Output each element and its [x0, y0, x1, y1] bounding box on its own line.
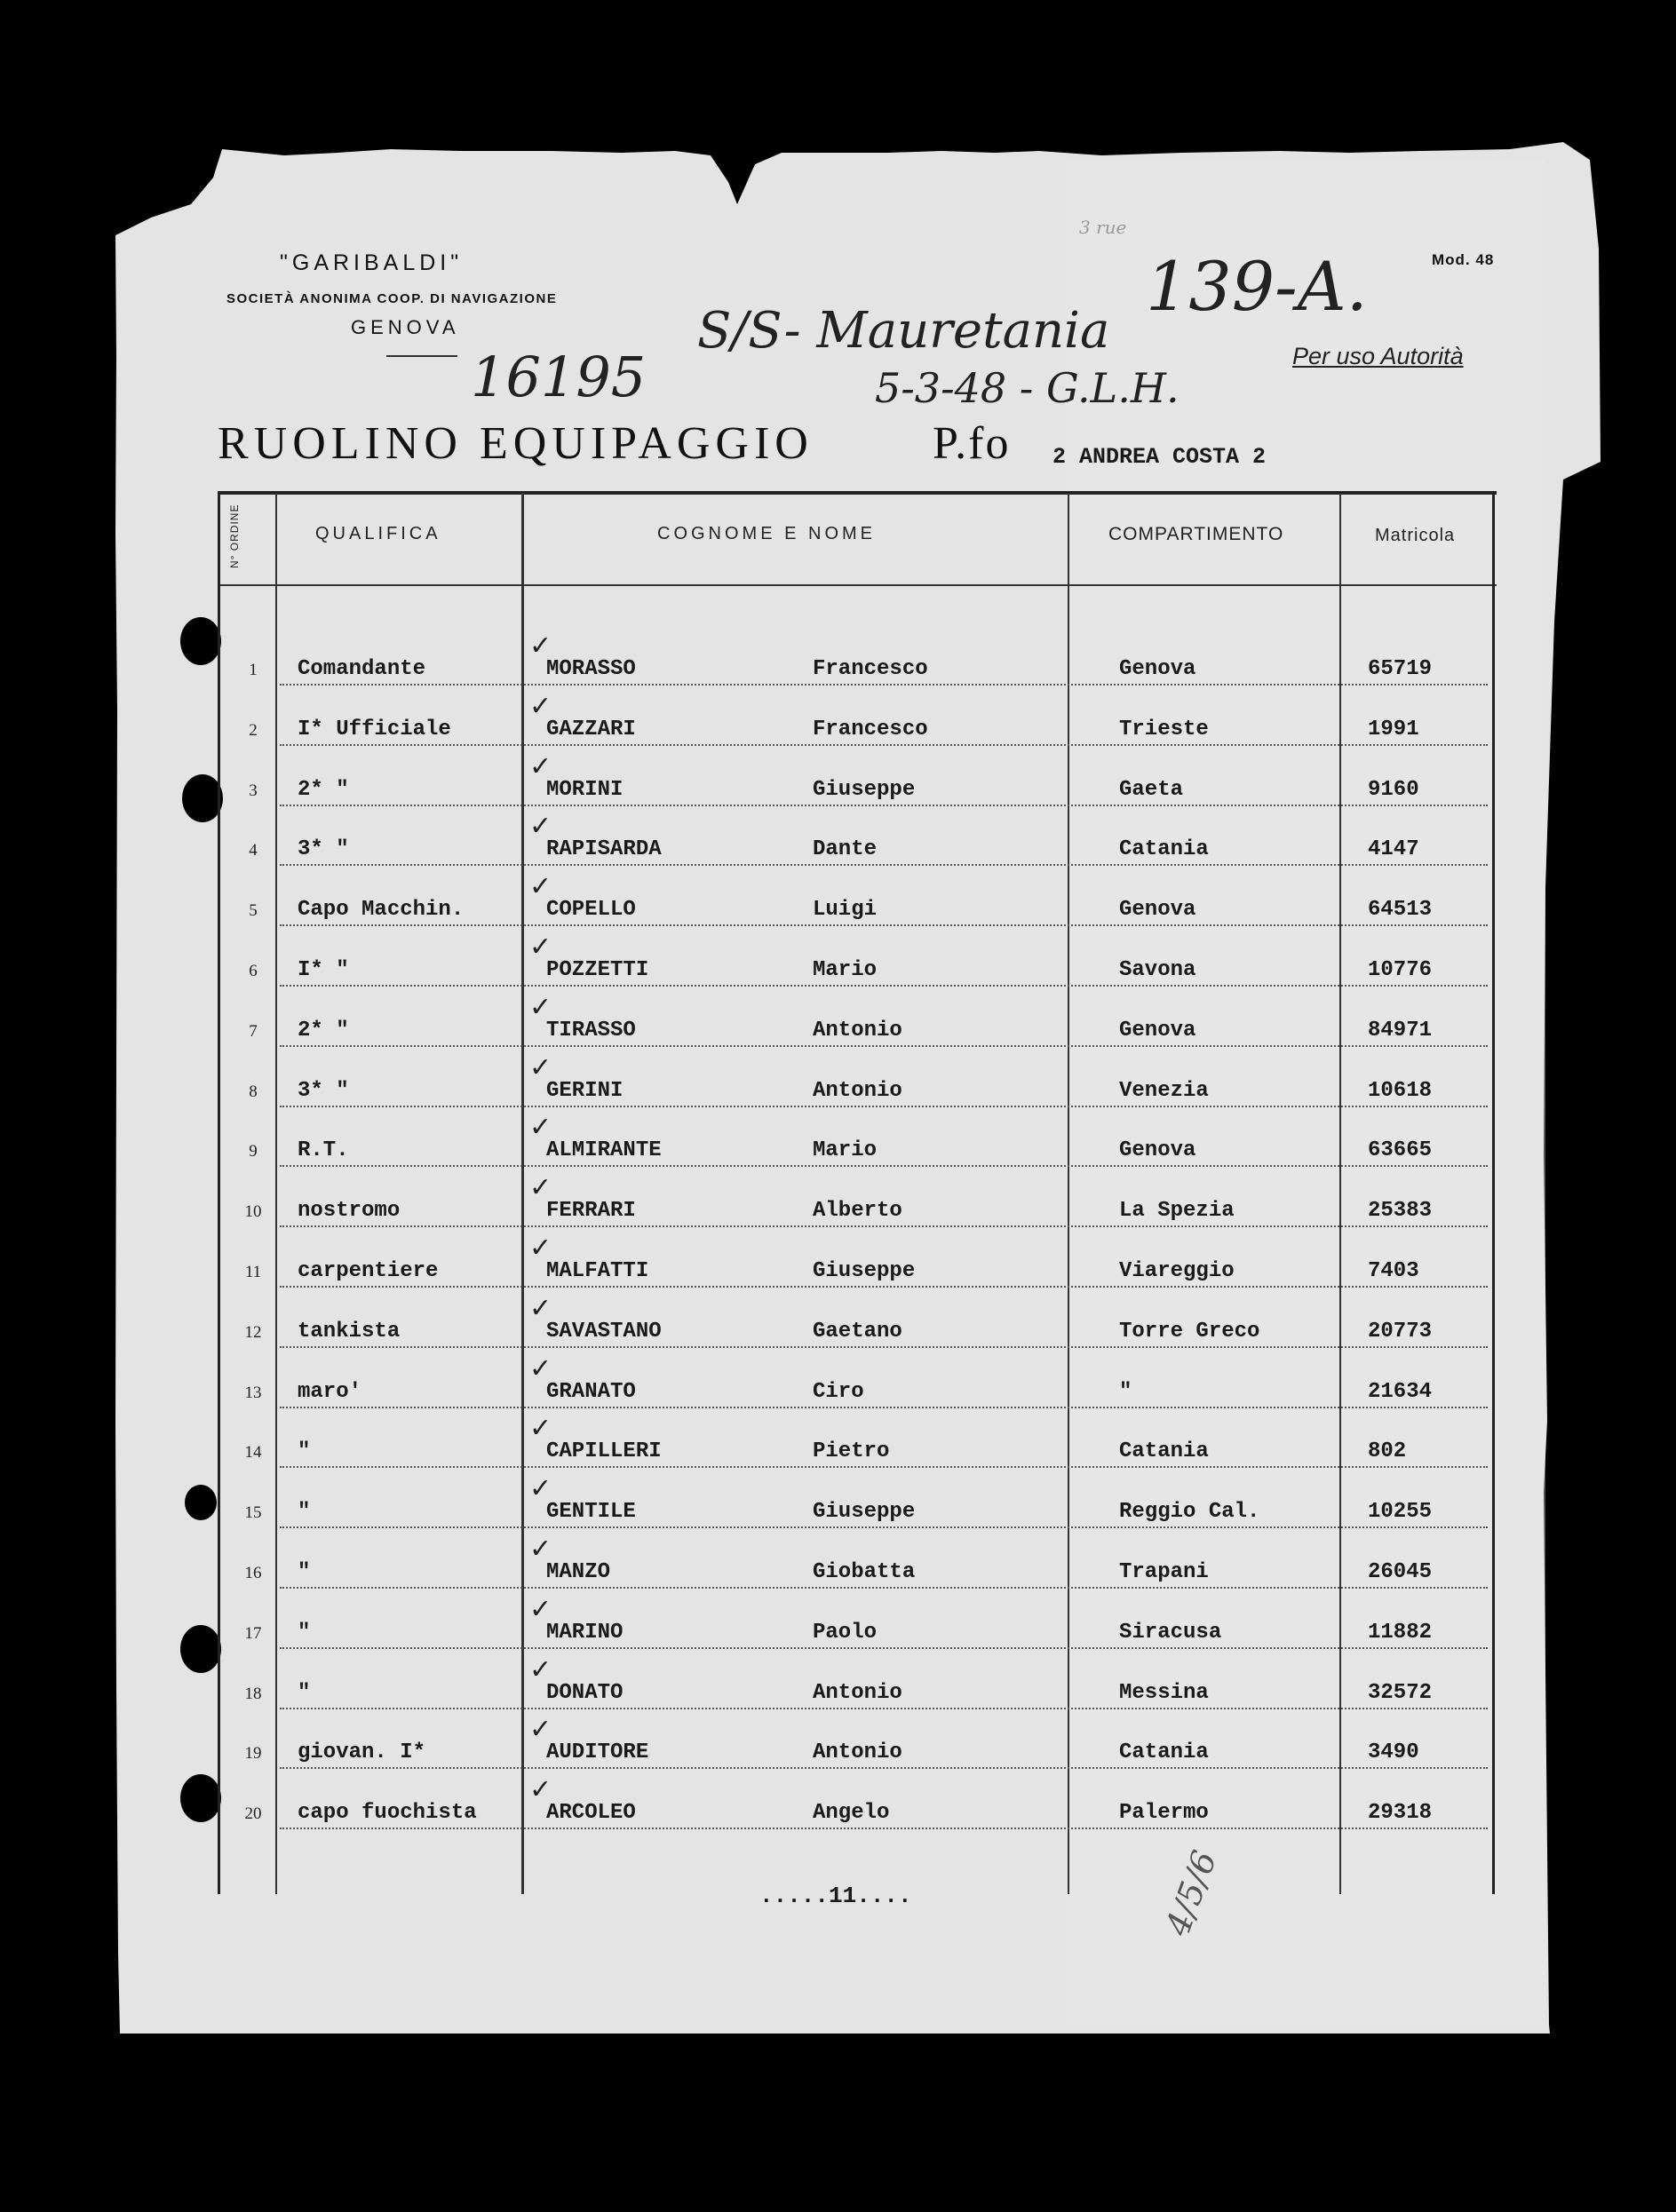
- pencil-note: 3 rue: [1079, 217, 1127, 238]
- cell-first-name: Ciro: [813, 1379, 864, 1404]
- cell-surname: GRANATO: [546, 1379, 636, 1404]
- row-number: 19: [244, 1744, 262, 1764]
- checkmark-icon: ✓: [529, 1051, 552, 1083]
- cell-surname: ALMIRANTE: [546, 1138, 662, 1163]
- cell-qualifica: Capo Macchin.: [298, 898, 465, 923]
- header-compartimento: COMPARTIMENTO: [1108, 524, 1284, 544]
- port-value: 2 ANDREA COSTA 2: [1052, 444, 1267, 470]
- row-number: 17: [244, 1623, 262, 1643]
- row-dotted-line: [280, 1466, 1488, 1468]
- cell-qualifica: R.T.: [298, 1138, 349, 1163]
- cell-qualifica: ": [298, 1439, 311, 1464]
- cell-first-name: Dante: [813, 837, 878, 862]
- cell-compartimento: Genova: [1119, 898, 1196, 923]
- cell-surname: POZZETTI: [546, 958, 649, 982]
- cell-matricola: 63665: [1368, 1138, 1433, 1163]
- cell-qualifica: tankista: [298, 1319, 401, 1344]
- cell-surname: ARCOLEO: [546, 1801, 636, 1826]
- cell-first-name: Giuseppe: [813, 1259, 916, 1283]
- cell-matricola: 25383: [1368, 1199, 1433, 1224]
- cell-qualifica: 2* ": [298, 777, 349, 802]
- cell-matricola: 7403: [1368, 1259, 1419, 1283]
- cell-first-name: Luigi: [813, 898, 878, 923]
- row-dotted-line: [280, 1225, 1488, 1227]
- cell-qualifica: I* ": [298, 958, 349, 982]
- checkmark-icon: ✓: [529, 811, 552, 843]
- cell-qualifica: nostromo: [298, 1199, 401, 1224]
- row-number: 7: [249, 1021, 258, 1041]
- row-dotted-line: [280, 1827, 1488, 1829]
- cell-matricola: 64513: [1368, 898, 1433, 923]
- cell-first-name: Angelo: [813, 1801, 890, 1826]
- cell-qualifica: ": [298, 1500, 311, 1525]
- row-dotted-line: [280, 684, 1488, 686]
- cell-matricola: 1991: [1368, 717, 1419, 741]
- company-name: "GARIBALDI": [280, 250, 464, 275]
- cell-first-name: Antonio: [813, 1680, 902, 1705]
- checkmark-icon: ✓: [529, 750, 552, 782]
- cell-compartimento: Catania: [1119, 1740, 1209, 1765]
- row-number: 14: [244, 1443, 262, 1463]
- cell-qualifica: maro': [298, 1379, 362, 1404]
- cell-first-name: Francesco: [813, 717, 928, 741]
- header-name: COGNOME E NOME: [657, 524, 877, 543]
- checkmark-icon: ✓: [529, 1534, 552, 1565]
- cell-qualifica: 3* ": [298, 1078, 349, 1103]
- cell-first-name: Pietro: [813, 1439, 890, 1464]
- cell-first-name: Gaetano: [813, 1319, 902, 1344]
- checkmark-icon: ✓: [529, 1112, 552, 1144]
- header-qualifica: QUALIFICA: [315, 524, 441, 543]
- col-divider: [1339, 493, 1341, 1894]
- row-dotted-line: [280, 924, 1488, 926]
- cell-matricola: 10618: [1368, 1078, 1433, 1103]
- header-order: N° ORDINE: [228, 503, 241, 568]
- row-number: 15: [244, 1503, 262, 1523]
- row-number: 11: [244, 1263, 262, 1281]
- cell-matricola: 84971: [1368, 1018, 1433, 1043]
- row-number: 20: [244, 1804, 262, 1824]
- col-divider: [521, 493, 524, 1894]
- row-number: 1: [249, 661, 258, 679]
- checkmark-icon: ✓: [529, 630, 552, 662]
- cell-first-name: Francesco: [813, 657, 928, 681]
- cell-first-name: Giuseppe: [813, 777, 916, 802]
- cell-qualifica: carpentiere: [298, 1259, 439, 1283]
- checkmark-icon: ✓: [529, 991, 552, 1023]
- cell-surname: GENTILE: [546, 1500, 636, 1525]
- cell-matricola: 4147: [1368, 837, 1419, 862]
- handwritten-ref: 16195: [471, 345, 647, 409]
- cell-matricola: 21634: [1368, 1379, 1433, 1404]
- cell-surname: MARINO: [546, 1620, 624, 1645]
- handwritten-ship: S/S- Mauretania: [697, 302, 1110, 360]
- cell-first-name: Antonio: [813, 1018, 902, 1043]
- cell-first-name: Antonio: [813, 1740, 902, 1765]
- cell-first-name: Mario: [813, 1138, 878, 1163]
- cell-surname: AUDITORE: [546, 1740, 649, 1765]
- punch-hole: [185, 1485, 217, 1520]
- row-number: 4: [249, 841, 258, 860]
- cell-surname: MORASSO: [546, 657, 636, 681]
- row-dotted-line: [280, 1165, 1488, 1167]
- cell-qualifica: giovan. I*: [298, 1740, 426, 1765]
- cell-matricola: 802: [1368, 1439, 1407, 1464]
- cell-compartimento: Trieste: [1119, 717, 1209, 741]
- cell-compartimento: Reggio Cal.: [1119, 1500, 1260, 1525]
- row-dotted-line: [280, 1587, 1488, 1589]
- row-number: 2: [249, 720, 258, 740]
- model-number: Mod. 48: [1432, 251, 1495, 268]
- cell-compartimento: Catania: [1119, 837, 1209, 862]
- row-number: 18: [244, 1684, 262, 1703]
- cell-surname: TIRASSO: [546, 1018, 636, 1043]
- cell-compartimento: Messina: [1119, 1680, 1209, 1705]
- checkmark-icon: ✓: [529, 932, 552, 963]
- cell-surname: MANZO: [546, 1560, 611, 1584]
- cell-matricola: 20773: [1368, 1319, 1433, 1344]
- row-dotted-line: [280, 1647, 1488, 1649]
- table-left-border: [218, 491, 220, 1894]
- cell-compartimento: Viareggio: [1119, 1259, 1235, 1283]
- checkmark-icon: ✓: [529, 1233, 552, 1264]
- cell-matricola: 26045: [1368, 1560, 1433, 1584]
- company-city: GENOVA: [351, 316, 460, 338]
- row-dotted-line: [280, 805, 1488, 806]
- cell-compartimento: Genova: [1119, 1138, 1196, 1163]
- cell-surname: FERRARI: [546, 1199, 636, 1224]
- checkmark-icon: ✓: [529, 1172, 552, 1204]
- cell-compartimento: Siracusa: [1119, 1620, 1222, 1645]
- handwritten-number: 139-A.: [1146, 247, 1368, 326]
- table-header-bottom: [220, 584, 1497, 586]
- cell-compartimento: La Spezia: [1119, 1199, 1235, 1224]
- bottom-scribble: 4/5/6: [1157, 1845, 1225, 1941]
- port-label: P.fo: [933, 418, 1011, 469]
- cell-surname: SAVASTANO: [546, 1319, 662, 1344]
- checkmark-icon: ✓: [529, 1352, 552, 1384]
- cell-matricola: 65719: [1368, 657, 1433, 681]
- cell-surname: DONATO: [546, 1680, 624, 1705]
- cell-compartimento: ": [1119, 1379, 1132, 1404]
- cell-compartimento: Catania: [1119, 1439, 1209, 1464]
- checkmark-icon: ✓: [529, 1774, 552, 1806]
- row-number: 10: [244, 1202, 262, 1222]
- cell-compartimento: Genova: [1119, 657, 1196, 681]
- cell-qualifica: Comandante: [298, 657, 426, 681]
- row-number: 12: [244, 1322, 262, 1342]
- cell-surname: CAPILLERI: [546, 1439, 662, 1464]
- punch-hole: [180, 1774, 221, 1822]
- checkmark-icon: ✓: [529, 1413, 552, 1445]
- city-underline: [386, 355, 457, 357]
- cell-first-name: Giobatta: [813, 1560, 916, 1584]
- cell-qualifica: 2* ": [298, 1018, 349, 1043]
- punch-hole: [180, 617, 221, 665]
- cell-first-name: Antonio: [813, 1078, 902, 1103]
- company-description: SOCIETÀ ANONIMA COOP. DI NAVIGAZIONE: [226, 291, 558, 306]
- document-title: RUOLINO EQUIPAGGIO: [218, 418, 814, 469]
- cell-matricola: 11882: [1368, 1620, 1433, 1645]
- cell-first-name: Alberto: [813, 1199, 902, 1224]
- cell-qualifica: capo fuochista: [298, 1801, 477, 1826]
- row-dotted-line: [280, 1407, 1488, 1408]
- row-dotted-line: [280, 1045, 1488, 1047]
- row-dotted-line: [280, 985, 1488, 987]
- cell-surname: COPELLO: [546, 898, 636, 923]
- cell-compartimento: Genova: [1119, 1018, 1196, 1043]
- punch-hole: [180, 1625, 221, 1673]
- row-number: 5: [249, 901, 258, 921]
- row-dotted-line: [280, 1526, 1488, 1528]
- handwritten-date: 5-3-48 - G.L.H.: [875, 364, 1180, 412]
- cell-surname: GERINI: [546, 1078, 624, 1103]
- checkmark-icon: ✓: [529, 1653, 552, 1685]
- row-dotted-line: [280, 1286, 1488, 1288]
- row-number: 16: [244, 1564, 262, 1582]
- row-number: 6: [249, 962, 258, 980]
- cell-surname: MALFATTI: [546, 1259, 649, 1283]
- row-number: 13: [244, 1383, 262, 1402]
- cell-compartimento: Trapani: [1119, 1560, 1209, 1584]
- row-number: 9: [249, 1142, 258, 1161]
- cell-qualifica: I* Ufficiale: [298, 717, 451, 741]
- checkmark-icon: ✓: [529, 690, 552, 722]
- row-dotted-line: [280, 1708, 1488, 1709]
- row-dotted-line: [280, 1767, 1488, 1769]
- col-divider: [1068, 493, 1069, 1894]
- cell-surname: GAZZARI: [546, 717, 636, 741]
- cell-first-name: Mario: [813, 958, 878, 982]
- cell-qualifica: ": [298, 1680, 311, 1705]
- cell-qualifica: ": [298, 1560, 311, 1584]
- cell-compartimento: Venezia: [1119, 1078, 1209, 1103]
- cell-matricola: 10255: [1368, 1500, 1433, 1525]
- row-dotted-line: [280, 864, 1488, 866]
- table-right-border: [1492, 493, 1495, 1894]
- cell-compartimento: Savona: [1119, 958, 1196, 982]
- cell-qualifica: ": [298, 1620, 311, 1645]
- cell-compartimento: Gaeta: [1119, 777, 1184, 802]
- authority-note: Per uso Autorità: [1292, 343, 1464, 369]
- cell-compartimento: Torre Greco: [1119, 1319, 1260, 1344]
- checkmark-icon: ✓: [529, 1593, 552, 1625]
- cell-first-name: Giuseppe: [813, 1500, 916, 1525]
- checkmark-icon: ✓: [529, 1292, 552, 1324]
- cell-matricola: 10776: [1368, 958, 1433, 982]
- row-dotted-line: [280, 744, 1488, 746]
- continuation-marker: .....11....: [759, 1883, 912, 1909]
- row-dotted-line: [280, 1346, 1488, 1348]
- header-matricola: Matricola: [1375, 526, 1456, 545]
- cell-qualifica: 3* ": [298, 837, 349, 862]
- checkmark-icon: ✓: [529, 1714, 552, 1746]
- cell-matricola: 3490: [1368, 1740, 1419, 1765]
- cell-matricola: 9160: [1368, 777, 1419, 802]
- row-number: 3: [249, 781, 258, 800]
- checkmark-icon: ✓: [529, 871, 552, 903]
- row-dotted-line: [280, 1106, 1488, 1107]
- col-divider: [275, 493, 277, 1894]
- row-number: 8: [249, 1082, 258, 1101]
- cell-surname: MORINI: [546, 777, 624, 802]
- cell-compartimento: Palermo: [1119, 1801, 1209, 1826]
- cell-matricola: 29318: [1368, 1801, 1433, 1826]
- table-top-border: [220, 491, 1497, 495]
- cell-first-name: Paolo: [813, 1620, 878, 1645]
- cell-surname: RAPISARDA: [546, 837, 662, 862]
- checkmark-icon: ✓: [529, 1473, 552, 1505]
- cell-matricola: 32572: [1368, 1680, 1433, 1705]
